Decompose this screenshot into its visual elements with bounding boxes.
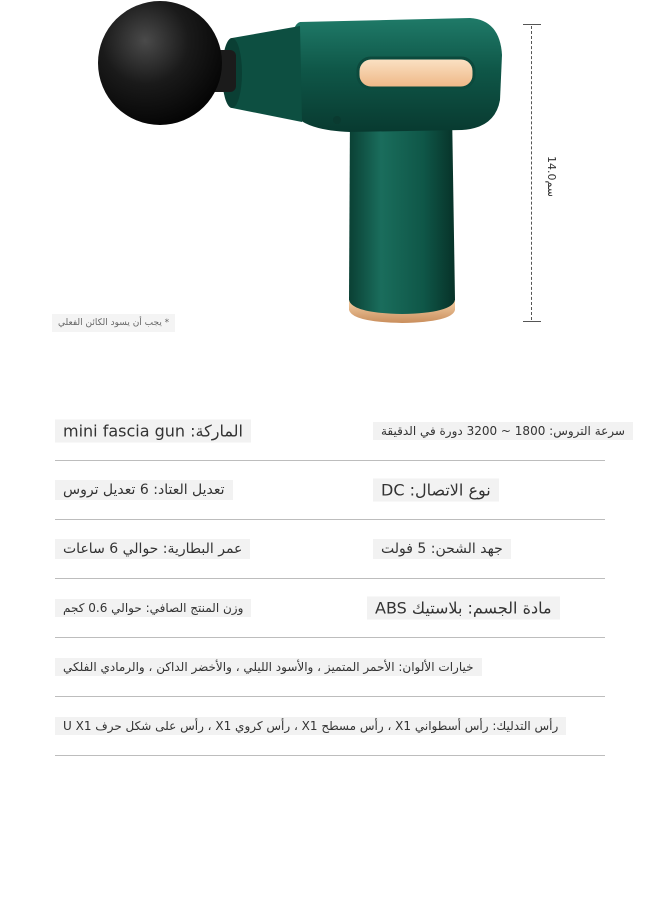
spec-gear-adjust: تعديل العتاد: 6 تعديل تروس [55,480,233,500]
spec-table [55,402,625,756]
spec-connection: نوع الاتصال: DC [373,479,499,502]
spec-colors: خيارات الألوان: الأحمر المتميز ، والأسود الليلي ، والأخضر الداكن ، والرمادي الفلكي [55,658,482,676]
spec-body-material: مادة الجسم: بلاستيك ABS [367,597,560,620]
side-button [333,116,341,124]
spec-net-weight: وزن المنتج الصافي: حوالي 0.6 كجم [55,599,251,617]
spec-heads: رأس التدليك: رأس أسطواني X1 ، رأس مسطح X1 ، رأس كروي X1 ، رأس على شكل حرف U X1 [55,717,566,735]
spec-row [55,461,605,520]
spec-row [55,579,605,638]
spec-speed: سرعة التروس: 1800 ~ 3200 دورة في الدقيقة [373,422,633,440]
indicator-light-strip [358,58,474,88]
spec-row [55,638,605,697]
massage-ball-head [98,1,222,125]
disclaimer-note: * يجب أن يسود الكائن الفعلي [52,314,175,332]
spec-row [55,697,605,756]
spec-charge-voltage: جهد الشحن: 5 فولت [373,539,511,559]
product-image-area [0,0,660,340]
spec-row [55,402,625,461]
gun-handle [349,110,455,320]
spec-battery-life: عمر البطارية: حوالي 6 ساعات [55,539,250,559]
height-dimension-line [523,24,541,322]
spec-brand: الماركة: mini fascia gun [55,420,251,443]
height-dimension-label-box [540,150,564,202]
height-dimension-label: 14.0سم [545,155,559,197]
spec-row [55,520,605,579]
